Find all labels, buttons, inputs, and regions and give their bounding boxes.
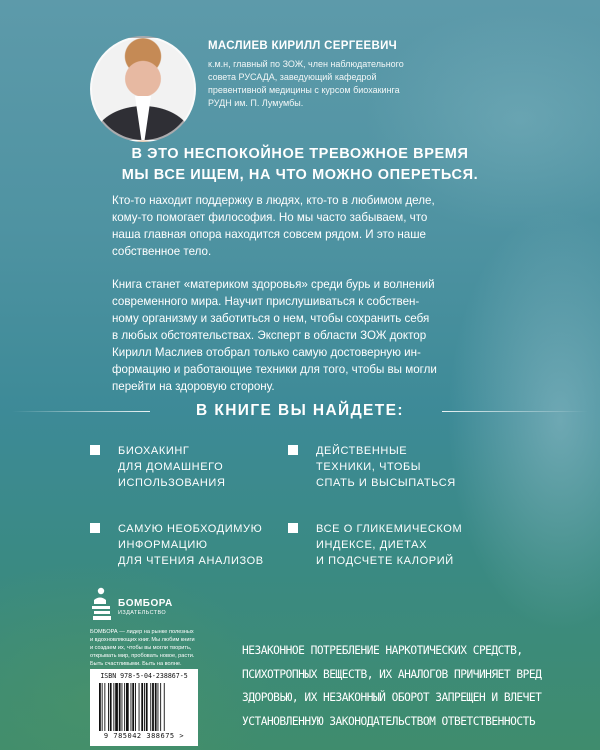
bullet-square-icon	[288, 523, 298, 533]
warning-line: ПСИХОТРОПНЫХ ВЕЩЕСТВ, ИХ АНАЛОГОВ ПРИЧИНЯЕТ ВРЕД	[242, 667, 542, 681]
author-bio-line: РУДН им. П. Лумумбы.	[208, 98, 304, 108]
barcode-bar	[122, 683, 123, 731]
feature-item	[316, 443, 516, 491]
publisher-motto	[90, 628, 220, 668]
publisher-label: ИЗДАТЕЛЬСТВО	[118, 610, 167, 616]
barcode-digits: 9 785042 388675 >	[103, 732, 185, 740]
publisher-name: БОМБОРА	[118, 598, 173, 609]
author-bio-line: совета РУСАДА, заведующий кафедрой	[208, 72, 377, 82]
paragraph-line: в любых обстоятельствах. Эксперт в области ЗОЖ доктор	[112, 329, 427, 342]
paragraph-line: кому-то помогает философия. Но мы часто забываем, что	[112, 211, 428, 224]
barcode-bar	[150, 683, 151, 731]
barcode-bar	[155, 683, 157, 731]
barcode-bar	[135, 683, 136, 731]
barcode-bar	[113, 683, 114, 731]
motto-line: открывать мир, пробовать новое, расти.	[90, 653, 195, 659]
barcode-bar	[108, 683, 109, 731]
barcode-bar	[99, 683, 101, 731]
section-title: В КНИГЕ ВЫ НАЙДЕТЕ:	[196, 402, 404, 419]
feature-item	[316, 521, 516, 569]
barcode-icon	[99, 683, 189, 731]
headline	[12, 144, 588, 186]
author-photo	[90, 36, 196, 142]
cover-content	[12, 16, 588, 746]
author-name: МАСЛИЕВ КИРИЛЛ СЕРГЕЕВИЧ	[208, 40, 398, 52]
paragraph-line: Книга станет «материком здоровья» среди бурь и волнений	[112, 278, 435, 291]
paragraph-line: перейти на здоровую сторону.	[112, 380, 275, 393]
barcode-bar	[126, 683, 129, 731]
warning-line: НЕЗАКОННОЕ ПОТРЕБЛЕНИЕ НАРКОТИЧЕСКИХ СРЕДСТВ,	[242, 644, 523, 657]
warning-line: УСТАНОВЛЕННУЮ ЗАКОНОДАТЕЛЬСТВОМ ОТВЕТСТВЕННОСТЬ	[242, 714, 536, 728]
headline-line: В ЭТО НЕСПОКОЙНОЕ ТРЕВОЖНОЕ ВРЕМЯ	[131, 146, 469, 162]
barcode-bar	[132, 683, 134, 731]
barcode-bar	[115, 683, 118, 731]
intro-paragraph	[112, 192, 484, 260]
barcode-bar	[160, 683, 161, 731]
motto-line: и вдохновляющих книг. Мы любим книги	[90, 637, 195, 643]
feature-line: СПАТЬ И ВЫСЫПАТЬСЯ	[316, 477, 456, 489]
headline-line: МЫ ВСЕ ИЩЕМ, НА ЧТО МОЖНО ОПЕРЕТЬСЯ.	[121, 167, 479, 183]
feature-line: ДЛЯ ДОМАШНЕГО	[118, 461, 224, 473]
paragraph-line: Кто-то находит поддержку в людях, кто-то в любимом деле,	[112, 194, 435, 207]
paragraph-line: собственное тело.	[112, 245, 212, 258]
feature-line: И ПОДСЧЕТЕ КАЛОРИЙ	[316, 555, 454, 567]
barcode-bar	[152, 683, 154, 731]
motto-line: и создаем их, чтобы вы могли творить,	[90, 645, 192, 651]
bullet-square-icon	[90, 523, 100, 533]
author-bio-line: к.м.н, главный по ЗОЖ, член наблюдательного	[208, 59, 404, 69]
barcode-bar	[104, 683, 105, 731]
bullet-square-icon	[288, 445, 298, 455]
feature-line: БИОХАКИНГ	[118, 445, 190, 457]
author-shirt	[135, 96, 151, 140]
isbn-barcode-box	[90, 669, 198, 746]
feature-line: ИНДЕКСЕ, ДИЕТАХ	[316, 539, 428, 551]
author-bio	[208, 58, 448, 110]
barcode-bar	[139, 683, 140, 731]
barcode-bar	[131, 683, 132, 731]
barcode-bar	[124, 683, 125, 731]
health-warning	[242, 639, 588, 733]
paragraph-line: формацию и работающие техники для того, чтобы вы могли	[112, 363, 437, 376]
motto-line: БОМБОРА — лидер на рынке полезных	[90, 629, 194, 635]
feature-line: ВСЕ О ГЛИКЕМИЧЕСКОМ	[316, 523, 463, 535]
barcode-bar	[158, 683, 159, 731]
warning-line: ЗДОРОВЬЮ, ИХ НЕЗАКОННЫЙ ОБОРОТ ЗАПРЕЩЕН И ВЛЕЧЕТ	[242, 691, 542, 704]
barcode-bar	[102, 683, 103, 731]
paragraph-line: ному организму и заботиться о нем, чтобы сохранить себя	[112, 312, 430, 325]
motto-line: Быть счастливыми. Быть на волне.	[90, 661, 182, 667]
barcode-bar	[164, 683, 165, 731]
feature-line: ИНФОРМАЦИЮ	[118, 539, 208, 551]
barcode-bar	[144, 683, 145, 731]
barcode-bar	[146, 683, 148, 731]
feature-line: ИСПОЛЬЗОВАНИЯ	[118, 477, 226, 489]
divider-right	[442, 411, 588, 412]
barcode-bar	[141, 683, 143, 731]
feature-line: САМУЮ НЕОБХОДИМУЮ	[118, 523, 263, 535]
author-bio-line: превентивной медицины с курсом биохакинга	[208, 85, 400, 95]
bombora-logo-icon	[90, 586, 116, 622]
paragraph-line: наша главная опора находится совсем рядом. И это наше	[112, 228, 426, 241]
barcode-bar	[110, 683, 112, 731]
feature-line: ТЕХНИКИ, ЧТОБЫ	[316, 461, 422, 473]
feature-line: ДЛЯ ЧТЕНИЯ АНАЛИЗОВ	[118, 555, 264, 567]
barcode-bar	[119, 683, 121, 731]
description-paragraph	[112, 276, 484, 395]
publisher-logo	[90, 586, 200, 626]
feature-line: ДЕЙСТВЕННЫЕ	[316, 445, 408, 457]
paragraph-line: Кирилл Маслиев отобрал только самую достоверную ин-	[112, 346, 421, 359]
bullet-square-icon	[90, 445, 100, 455]
isbn-number: ISBN 978-5-04-238867-5	[100, 672, 188, 680]
paragraph-line: современного мира. Научит прислушиваться к собствен-	[112, 295, 420, 308]
